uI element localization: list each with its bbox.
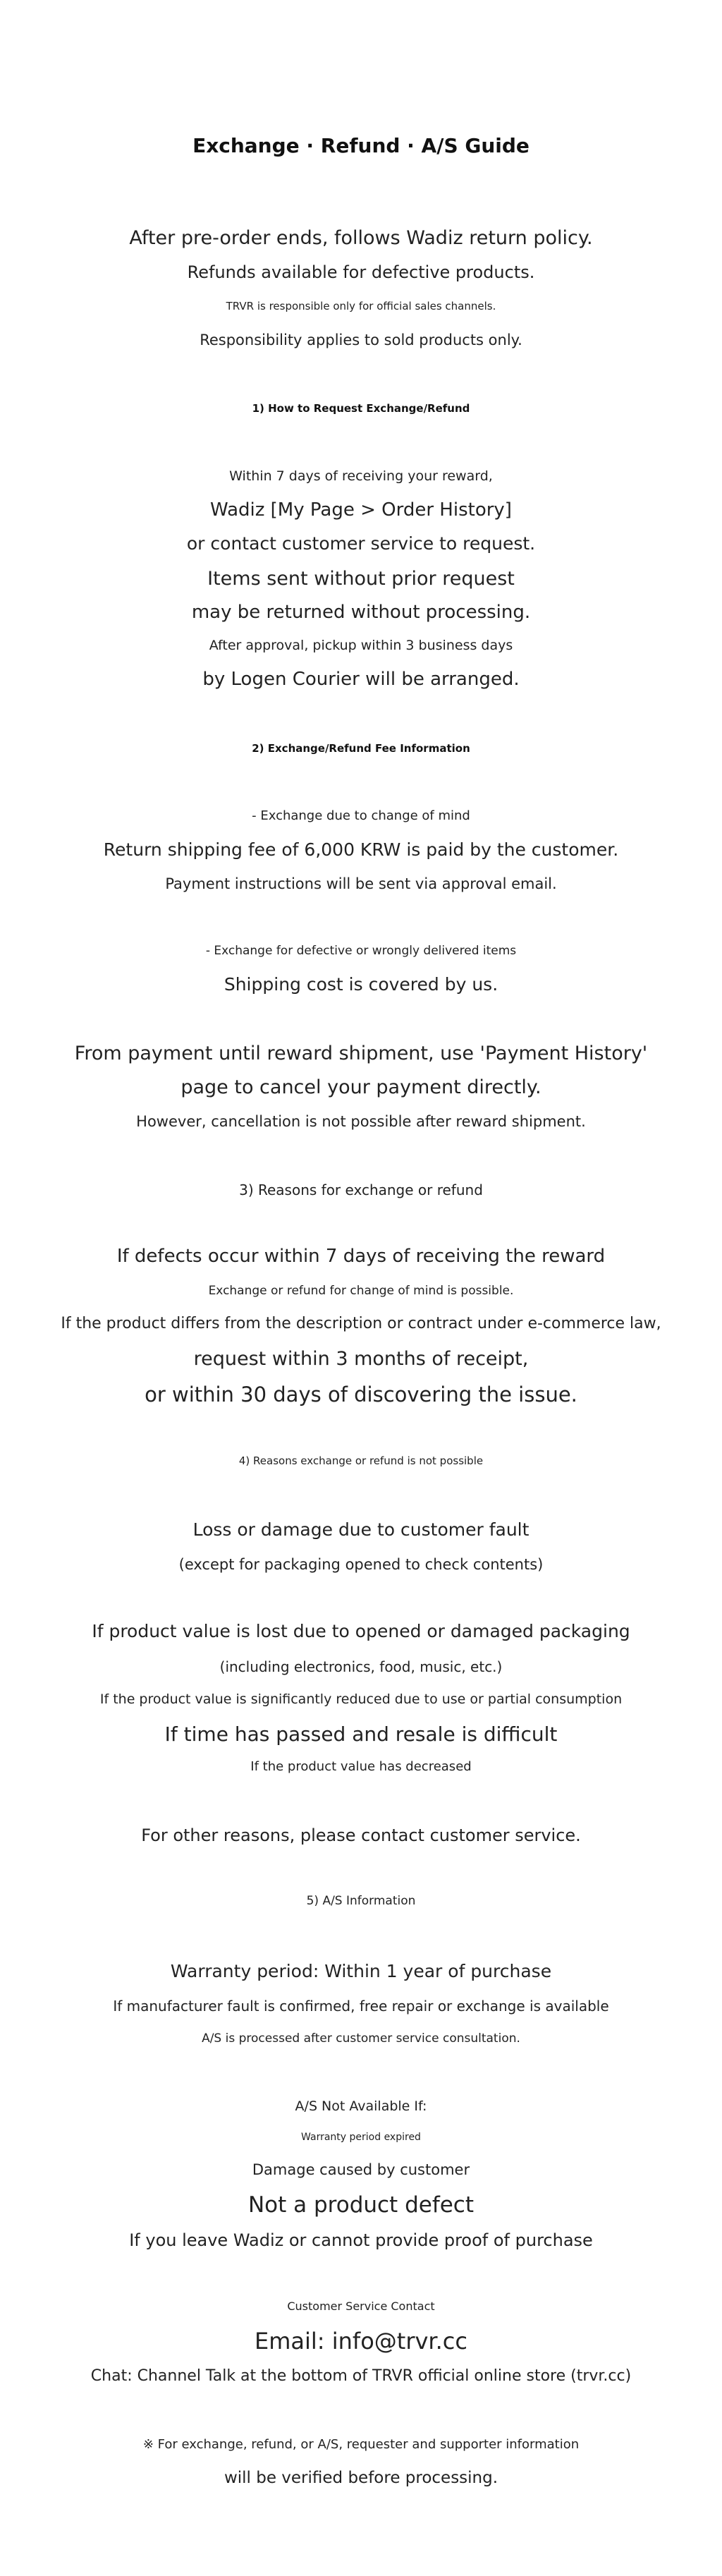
section-5-line-2: If manufacturer fault is confirmed, free repair or exchange is available — [113, 1998, 609, 2015]
as-not-available-item: Warranty period expired — [301, 2132, 421, 2143]
intro-line-3: TRVR is responsible only for official sales channels. — [226, 300, 496, 312]
fault-line-1: Loss or damage due to customer fault — [192, 1519, 530, 1540]
other-reasons-line: For other reasons, please contact customer service. — [141, 1825, 581, 1845]
as-not-available-item: Damage caused by customer — [252, 2161, 470, 2178]
intro-line-2: Refunds available for defective products. — [187, 262, 535, 282]
section-1-line-2: Wadiz [My Page > Order History] — [210, 499, 512, 521]
contact-chat: Chat: Channel Talk at the bottom of TRVR official online store (trvr.cc) — [90, 2367, 632, 2385]
value-line-3: If the product value is significantly reduced due to use or partial consumption — [99, 1691, 623, 1707]
section-3-line-4: request within 3 months of receipt, — [193, 1348, 529, 1370]
section-1-line-6: After approval, pickup within 3 business days — [209, 638, 513, 653]
section-1-line-4: Items sent without prior request — [207, 568, 515, 590]
section-5-line-1: Warranty period: Within 1 year of purchase — [170, 1961, 552, 1981]
section-3-heading: 3) Reasons for exchange or refund — [239, 1181, 483, 1198]
section-3-line-1: If defects occur within 7 days of receiving the reward — [116, 1246, 606, 1267]
as-not-available-item: If you leave Wadiz or cannot provide proof of purchase — [129, 2230, 593, 2250]
section-1-heading: 1) How to Request Exchange/Refund — [252, 402, 470, 415]
section-3-line-2: Exchange or refund for change of mind is possible. — [208, 1284, 514, 1298]
intro-line-4: Responsibility applies to sold products only. — [200, 332, 522, 348]
section-1-line-1: Within 7 days of receiving your reward, — [229, 468, 493, 484]
as-not-available-item: Not a product defect — [247, 2192, 475, 2218]
cancel-line-2: page to cancel your payment directly. — [180, 1076, 542, 1098]
section-4-heading: 4) Reasons exchange or refund is not possible — [238, 1454, 484, 1467]
fault-line-2: (except for packaging opened to check contents) — [178, 1556, 544, 1573]
section-1-line-3: or contact customer service to request. — [186, 533, 536, 554]
value-line-4: If time has passed and resale is difficult — [164, 1723, 558, 1746]
as-not-available-heading: A/S Not Available If: — [295, 2098, 427, 2114]
value-line-5: If the product value has decreased — [250, 1759, 472, 1774]
fee-mind-line-2: Return shipping fee of 6,000 KRW is paid by the customer. — [103, 839, 619, 860]
value-line-2: (including electronics, food, music, etc.) — [219, 1658, 503, 1675]
intro-line-1: After pre-order ends, follows Wadiz return policy. — [129, 227, 593, 249]
section-5-line-3: A/S is processed after customer service consultation. — [202, 2031, 520, 2046]
fee-defect-line-1: - Exchange for defective or wrongly delivered items — [205, 944, 517, 958]
section-3-line-3: If the product differs from the description or contract under e-commerce law, — [61, 1315, 661, 1332]
fee-mind-line-1: - Exchange due to change of mind — [252, 808, 470, 823]
contact-heading: Customer Service Contact — [287, 2299, 435, 2313]
value-line-1: If product value is lost due to opened or damaged packaging — [92, 1621, 630, 1641]
fee-defect-line-2: Shipping cost is covered by us. — [224, 974, 498, 995]
section-1-line-7: by Logen Courier will be arranged. — [202, 669, 520, 690]
section-3-line-5: or within 30 days of discovering the issue. — [145, 1383, 577, 1407]
section-2-heading: 2) Exchange/Refund Fee Information — [252, 742, 470, 755]
fee-mind-line-3: Payment instructions will be sent via approval email. — [165, 875, 557, 892]
section-5-heading: 5) A/S Information — [306, 1894, 416, 1908]
page-title: Exchange · Refund · A/S Guide — [192, 134, 530, 157]
footer-note-line-1: ※ For exchange, refund, or A/S, requester and supporter information — [142, 2437, 580, 2452]
contact-email: Email: info@trvr.cc — [255, 2328, 467, 2355]
footer-note-line-2: will be verified before processing. — [224, 2469, 498, 2487]
cancel-line-1: From payment until reward shipment, use 'Payment History' — [74, 1043, 648, 1064]
section-1-line-5: may be returned without processing. — [191, 602, 531, 623]
cancel-line-3: However, cancellation is not possible after reward shipment. — [136, 1113, 586, 1130]
